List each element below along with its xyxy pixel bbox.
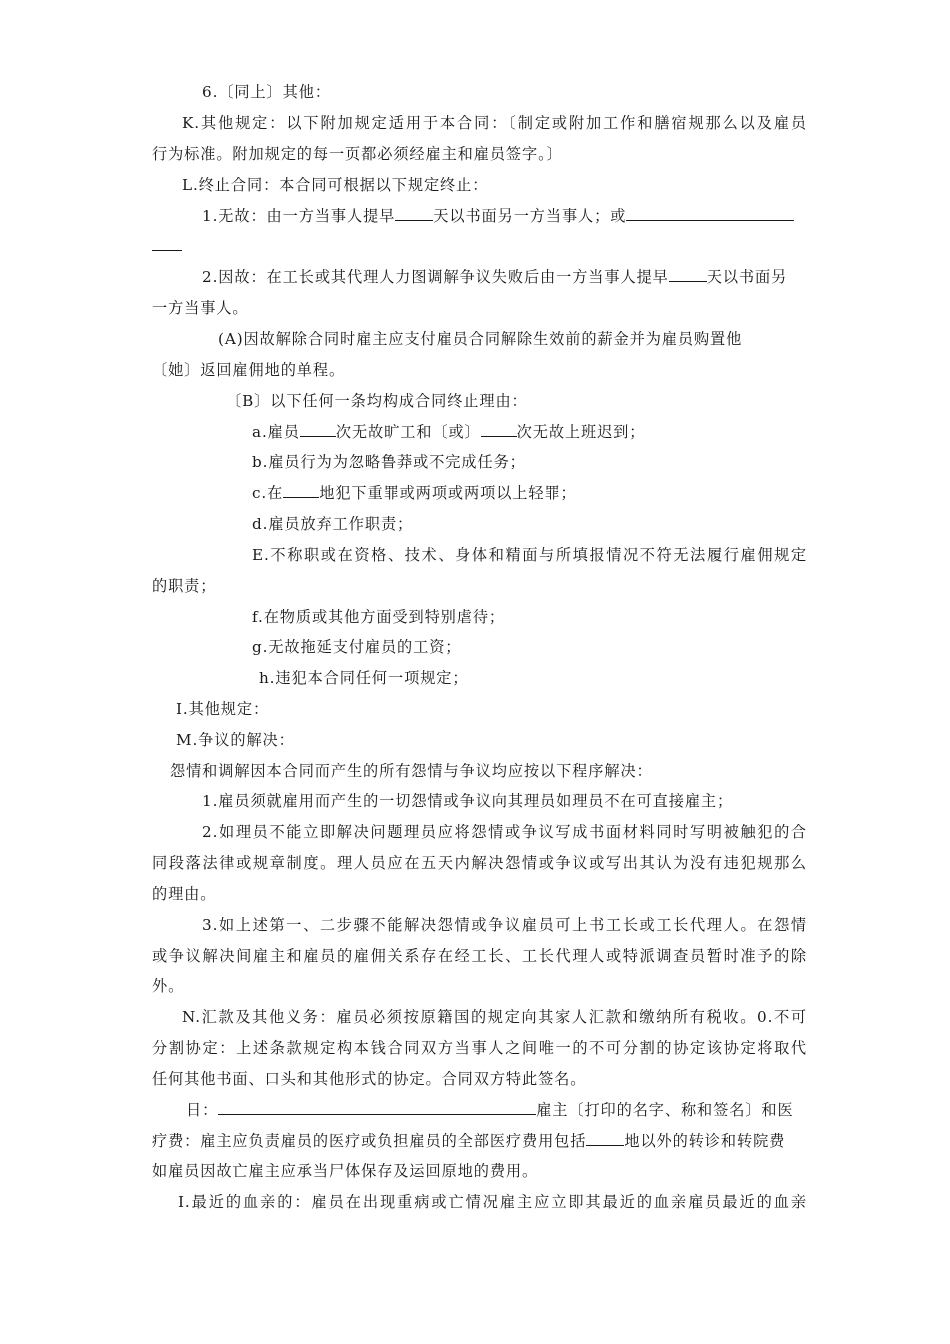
text-line: [202, 267, 807, 287]
text-line: h.违犯本合同任何一项规定；: [259, 669, 469, 687]
text-line: 1.雇员须就雇用而产生的一切怨情或争议向其理员如理员不在可直接雇主；: [202, 792, 734, 810]
blank-line: [395, 206, 433, 221]
text-segment: 天以书面另一方当事人；或: [433, 207, 627, 225]
text-line: 一方当事人。: [152, 299, 249, 317]
text-line: M.争议的解决：: [176, 731, 295, 749]
text-line: 的理由。: [152, 885, 217, 903]
text-line: 的职责；: [152, 577, 217, 595]
text-line: 〔B〕以下任何一条均构成合同终止理由：: [226, 392, 528, 410]
text-segment: a.雇员: [252, 423, 300, 441]
text-line: b.雇员行为为忽略鲁莽或不完成任务；: [252, 453, 526, 471]
text-line: 2.如理员不能立即解决问题理员应将怨情或争议写成书面材料同时写明被触犯的合: [202, 823, 807, 841]
text-line: 外。: [152, 977, 185, 995]
text-line: 同段落法律或规章制度。理人员应在五天内解决怨情或争议或写出其认为没有违犯规那么: [152, 854, 807, 872]
blank-line: [586, 1131, 624, 1146]
text-segment: 地以外的转诊和转院费: [624, 1132, 786, 1150]
text-segment: 日：: [186, 1101, 219, 1119]
text-segment: 1.无故：由一方当事人提早: [202, 207, 396, 225]
text-line: 或争议解决间雇主和雇员的雇佣关系存在经工长、工长代理人或特派调查员暂时准予的除: [152, 947, 807, 965]
text-segment: 次无故旷工和〔或〕: [335, 423, 481, 441]
text-line: g.无故拖延支付雇员的工资；: [252, 638, 462, 656]
text-line: [186, 1100, 807, 1120]
text-line: 〔她〕返回雇佣地的单程。: [152, 361, 346, 379]
text-line: f.在物质或其他方面受到特别虐待；: [252, 608, 506, 626]
text-line: d.雇员放弃工作职责；: [252, 515, 414, 533]
text-line: I.其他规定：: [176, 700, 270, 718]
text-line: 怨情和调解因本合同而产生的所有怨情与争议均应按以下程序解决：: [170, 762, 653, 780]
text-segment: 雇主〔打印的名字、称和签名〕和医: [536, 1101, 794, 1119]
text-line: 行为标准。附加规定的每一页都必须经雇主和雇员签字。〕: [152, 145, 563, 163]
text-line: 任何其他书面、口头和其他形式的协定。合同双方特此签名。: [152, 1070, 587, 1088]
text-line: I.最近的血亲的：雇员在出现重病或亡情况雇主应立即其最近的血亲雇员最近的血亲: [178, 1193, 807, 1211]
text-line: [252, 483, 907, 503]
text-line: E.不称职或在资格、技术、身体和精面与所填报情况不符无法履行雇佣规定: [252, 546, 807, 564]
blank-line: [283, 483, 319, 498]
blank-line: [218, 1100, 536, 1115]
text-segment: 2.因故：在工长或其代理人力图调解争议失败后由一方当事人提早: [202, 268, 669, 286]
text-line: N.汇款及其他义务：雇员必须按原籍国的规定向其家人汇款和缴纳所有税收。0.不可: [182, 1008, 807, 1026]
blank-line: [669, 267, 707, 282]
text-segment: 次无故上班迟到；: [516, 423, 646, 441]
text-line: [202, 206, 807, 226]
text-segment: 疗费：雇主应负责雇员的医疗或负担雇员的全部医疗费用包括: [152, 1132, 587, 1150]
blank-line: [300, 422, 336, 437]
text-line: 3.如上述第一、二步骤不能解决怨情或争议雇员可上书工长或工长代理人。在怨情: [202, 916, 807, 934]
text-line: 如雇员因故亡雇主应承当尸体保存及运回原地的费用。: [152, 1162, 539, 1180]
text-segment: 天以书面另: [706, 268, 788, 286]
text-segment: 地犯下重罪或两项或两项以上轻罪；: [319, 484, 577, 502]
text-line: 分割协定：上述条款规定构本钱合同双方当事人之间唯一的不可分割的协定该协定将取代: [152, 1039, 807, 1057]
text-line: [252, 422, 907, 442]
text-line: [152, 1131, 807, 1151]
blank-line: [626, 206, 794, 221]
text-line: K.其他规定：以下附加规定适用于本合同：〔制定或附加工作和膳宿规那么以及雇员: [182, 114, 807, 132]
text-line: (A)因故解除合同时雇主应支付雇员合同解除生效前的薪金并为雇员购置他: [218, 330, 743, 348]
text-segment: c.在: [252, 484, 284, 502]
text-line: L.终止合同：本合同可根据以下规定终止：: [182, 176, 489, 194]
text-line: [152, 236, 807, 256]
blank-line: [152, 236, 182, 251]
blank-line: [481, 422, 517, 437]
text-line: 6.〔同上〕其他：: [202, 83, 331, 101]
